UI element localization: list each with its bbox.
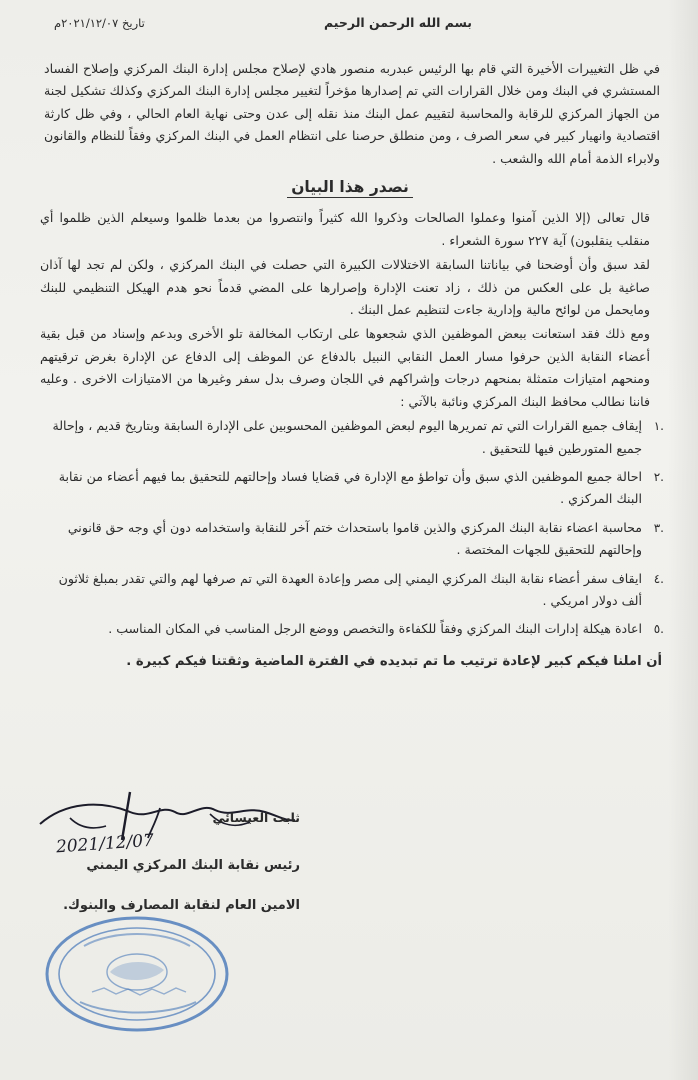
demand-number: .٣ — [653, 520, 664, 535]
demand-item — [30, 517, 670, 562]
demand-item — [30, 618, 670, 640]
basmala: بسم الله الرحمن الرحيم — [324, 15, 472, 30]
demand-number: .١ — [653, 419, 664, 434]
document-body — [30, 12, 670, 673]
previous-statements-paragraph: لقد سبق وأن أوضحنا في بياناتنا السابقة الاختلالات الكبيرة التي حصلت في البنك المركزي ، ولكن لم تجد لها آذان صاغية بل على العكس من ذلك ، زاد تعنت الإدارة وإصرارها على المضي قدماً نحو هدم الهيكل التنظيمي للبنك ومايحمل من لوائح مالية وإدارية جاءت لتنظيم عمل البنك . — [40, 257, 650, 318]
signatory-role-secretary-general: الامين العام لنقابة المصارف والبنوك. — [63, 898, 300, 913]
demand-text: احالة جميع الموظفين الذي سبق وأن تواطؤ مع الإدارة في قضايا فساد وإحالتهم للتحقيق بما فيهم أعضاء من نقابة البنك المركزي . — [58, 468, 642, 507]
demand-number: .٢ — [653, 469, 664, 484]
statement-title-row — [30, 176, 670, 199]
page-edge-shadow — [668, 0, 698, 1080]
signatory-role-union-head: رئيس نقابة البنك المركزي اليمني — [86, 858, 300, 873]
demand-text: ايقاف سفر أعضاء نقابة البنك المركزي اليمني إلى مصر وإعادة العهدة التي تم صرفها لهم والتي تقدر بمبلغ ثلاثون ألف دولار امريكي . — [58, 570, 642, 608]
signatory-name: ثابت العيسائي — [212, 810, 300, 825]
statement-title: نصدر هذا البيان — [287, 178, 413, 198]
document-date: تاريخ ٢٠٢١/١٢/٠٧م — [54, 16, 145, 30]
demand-text: اعادة هيكلة إدارات البنك المركزي وفقاً للكفاءة والتخصص ووضع الرجل المناسب في المكان المناسب . — [108, 621, 642, 637]
demands-intro-paragraph: ومع ذلك فقد استعانت ببعض الموظفين الذي شجعوها على ارتكاب المخالفة تلو الأخرى وبدعم وإسناد من قبل بقية أعضاء النقابة الذين حرفوا مسار العمل النقابي النبيل بالدفاع عن الموظف إلى الدفاع عن الإدارة بغرض ترقيتهم ومنحهم امتيازات متمثلة بمنحهم درجات وإشراكهم في اللجان وصرف بدل سفر وغيرها من الامتيازات الاخرى . وعليه فاننا نطالب محافظ البنك المركزي ونائبة بالآتي : — [40, 326, 650, 409]
demands-list — [30, 415, 670, 641]
document-header — [30, 12, 670, 40]
closing-line: أن املنا فيكم كبير لإعادة ترتيب ما تم تبديده في الفترة الماضية وثقتنا فيكم كبيرة . — [126, 653, 662, 669]
stamp-seal-icon — [40, 912, 235, 1037]
demand-number: .٤ — [653, 571, 664, 586]
quran-verse-paragraph: قال تعالى (إلا الذين آمنوا وعملوا الصالحات وذكروا الله كثيراً وانتصروا من بعدما ظلموا وسيعلم الذين ظلموا أي منقلب ينقلبون) آية ٢٢٧ سورة الشعراء . — [40, 210, 650, 248]
demand-item — [30, 466, 670, 511]
demand-text: إيقاف جميع القرارات التي تم تمريرها اليوم لبعض الموظفين المحسوبين على الإدارة السابقة وبتاريخ قديم ، وإحالة جميع المتورطين فيها للتحقيق . — [52, 418, 642, 456]
intro-paragraph: في ظل التغييرات الأخيرة التي قام بها الرئيس عبدربه منصور هادي لإصلاح مجلس إدارة البنك المركزي وإصلاح الفساد المستشري في البنك ومن خلال القرارات التي تم إصدارها مؤخراً لتغيير مجلس إدارة البنك المركزي وكذلك تشكيل لجنة من الجهاز المركزي للرقابة والمحاسبة لتقييم عمل البنك منذ نقله إلى عدن وحتى نهاية العام الحالي ، وفي ظل كارثة اقتصادية وانهيار كبير في سعر الصرف ، ومن منطلق حرصنا على انتظام العمل في البنك المركزي وفقاً للنظام والقانون ولابراء الذمة أمام الله والشعب . — [44, 61, 660, 166]
demand-text: محاسبة اعضاء نقابة البنك المركزي والذين قاموا باستحداث ختم آخر للنقابة واستخدامه دون أي وجه حق قانوني وإحالتهم للتحقيق للجهات المختصة . — [67, 519, 642, 558]
handwritten-date: 2021/12/07 — [55, 830, 155, 858]
demand-item — [30, 415, 670, 460]
demand-item — [30, 568, 670, 613]
official-stamp — [40, 912, 235, 1037]
demand-number: .٥ — [653, 622, 664, 637]
